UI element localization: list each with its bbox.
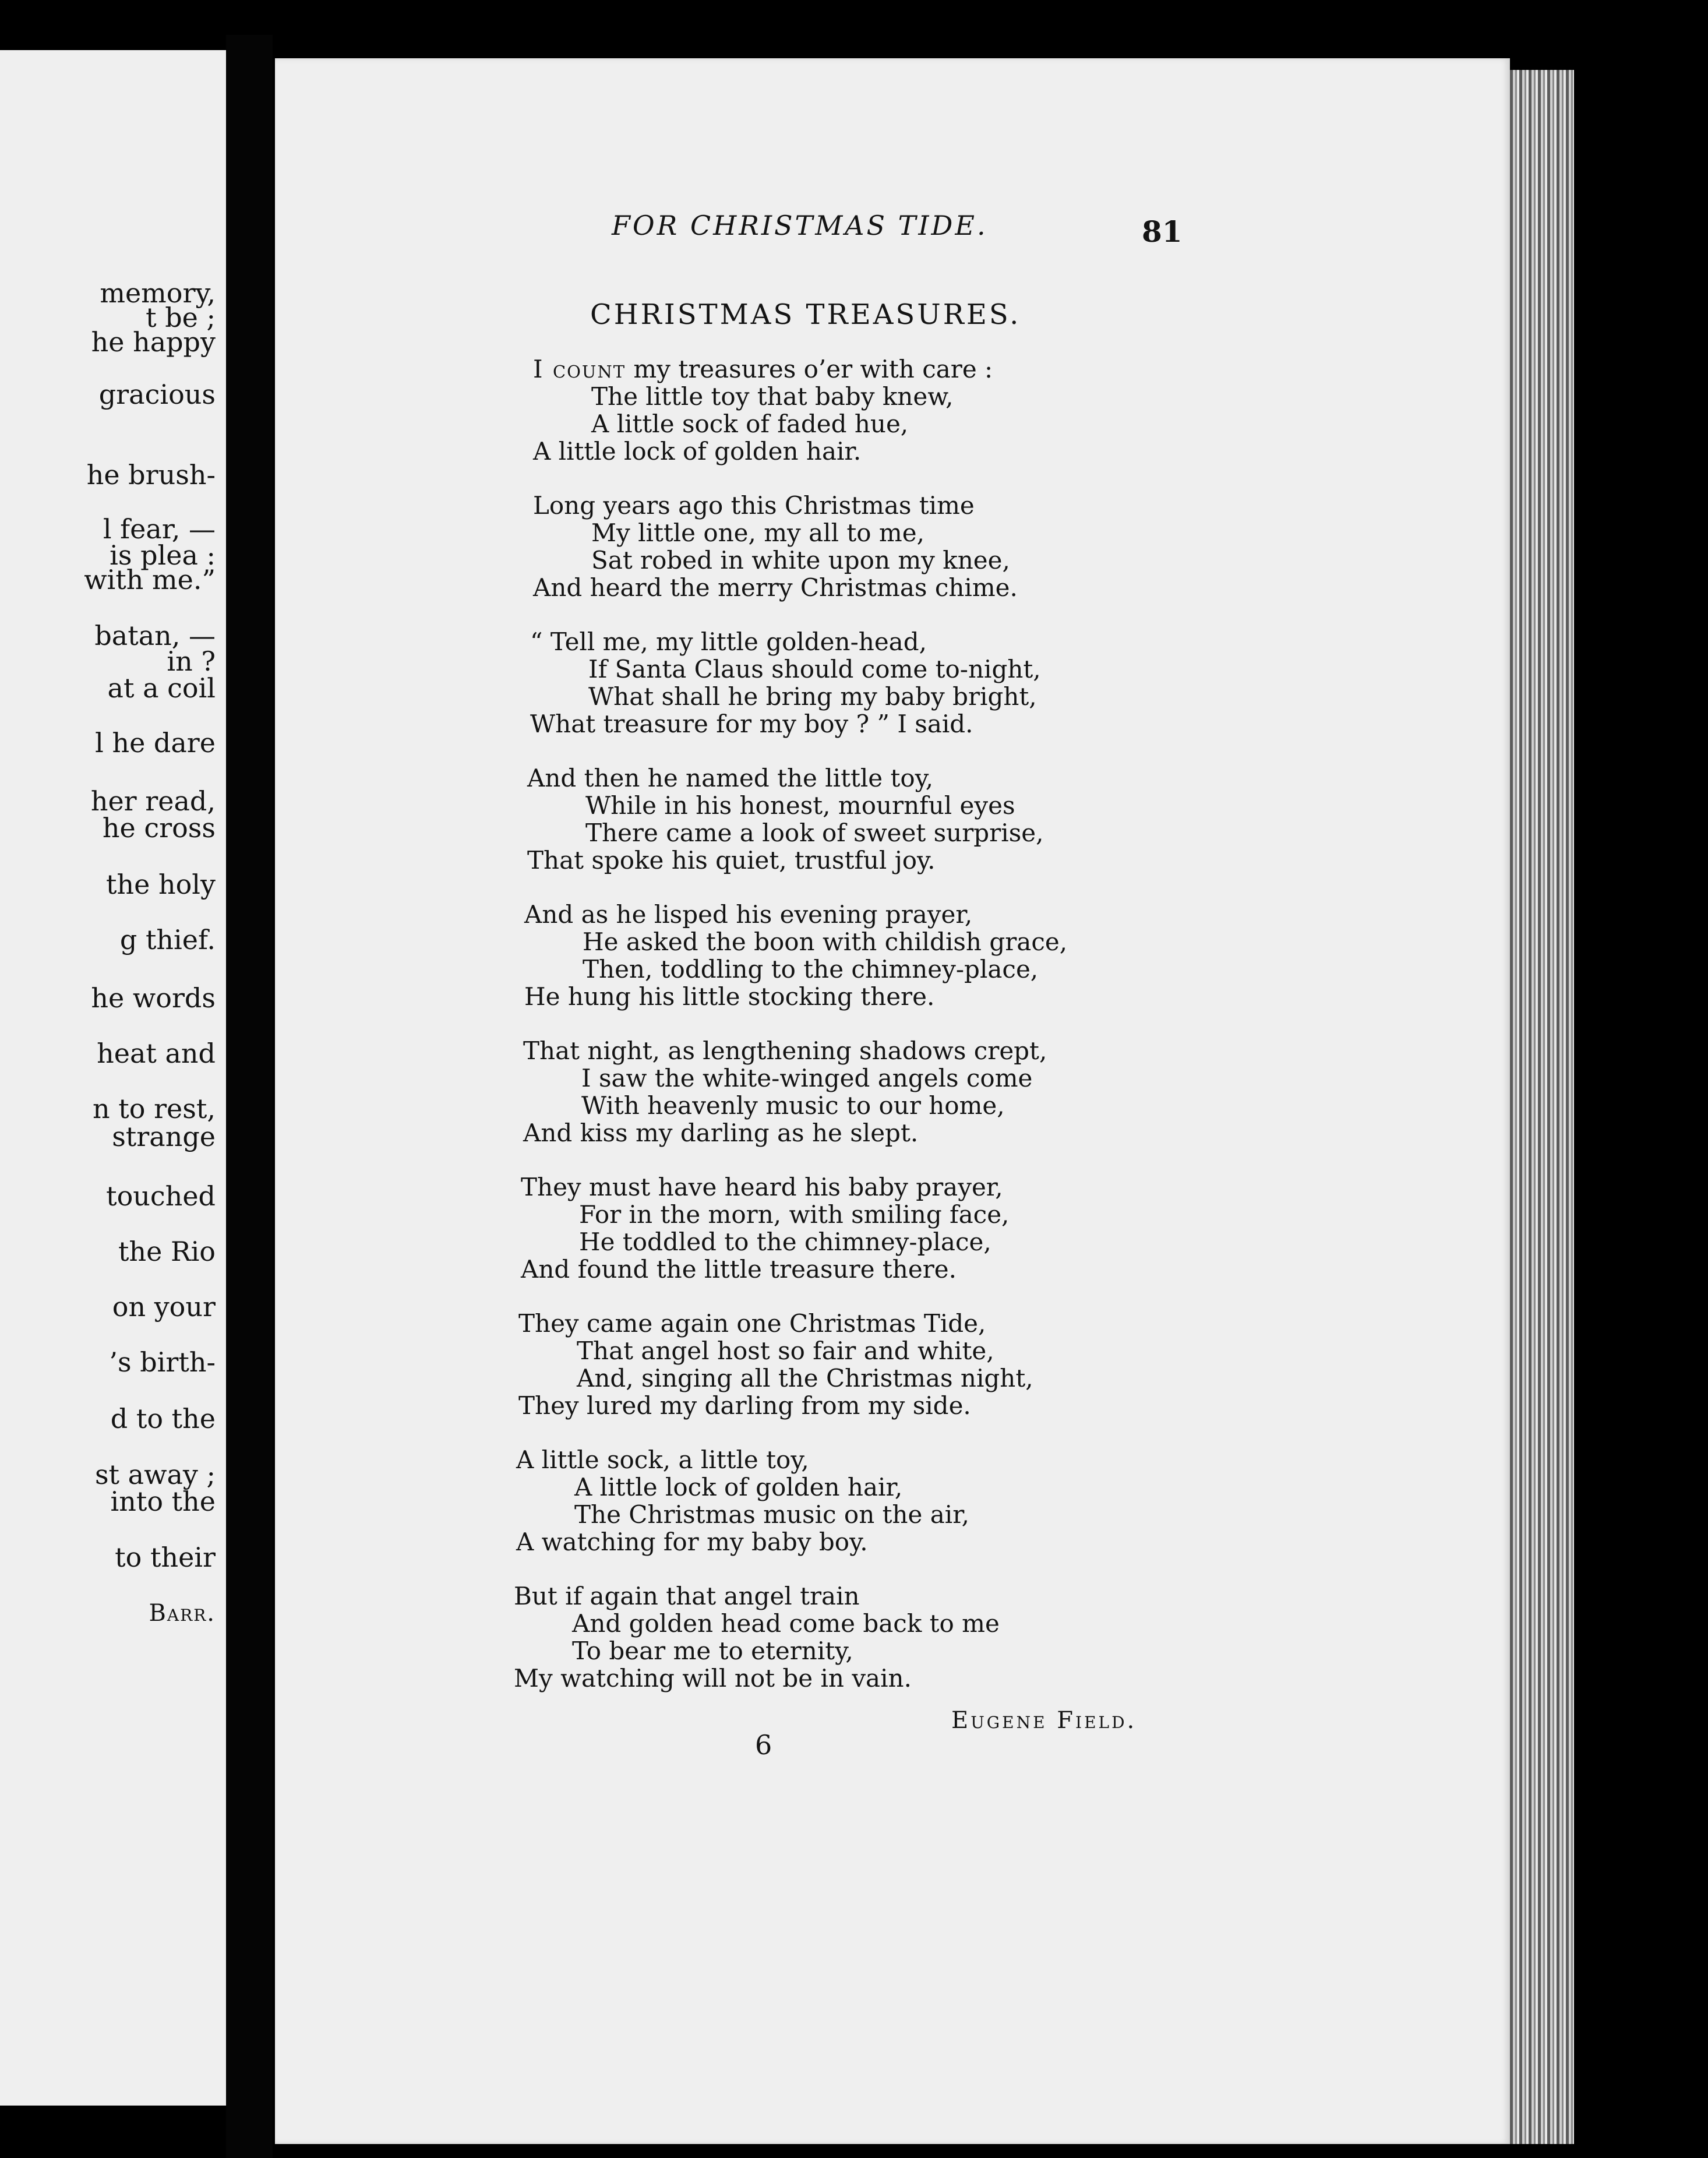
poem-line: “ Tell me, my little golden-head, xyxy=(530,627,927,656)
poem-line: A little lock of golden hair. xyxy=(533,437,862,466)
poem-line: There came a look of sweet surprise, xyxy=(585,819,1044,847)
poem-line: Then, toddling to the chimney-place, xyxy=(583,955,1039,983)
poem-line: And kiss my darling as he slept. xyxy=(523,1119,919,1147)
left-page-line: st away ; xyxy=(94,1459,216,1490)
poem-line: He asked the boon with childish grace, xyxy=(583,928,1068,956)
stanza xyxy=(521,1173,1212,1283)
poem-body xyxy=(513,355,1212,1719)
poem-line: Sat robed in white upon my knee, xyxy=(591,546,1010,574)
left-page-line: in ? xyxy=(167,646,216,677)
poem-line: But if again that angel train xyxy=(514,1582,860,1610)
left-page-line: he words xyxy=(91,982,216,1014)
left-page-line: he cross xyxy=(102,812,216,844)
book-gutter xyxy=(226,35,273,2158)
poem-line: A little sock, a little toy, xyxy=(516,1445,809,1474)
stanza xyxy=(523,1037,1212,1147)
poem-line: They must have heard his baby prayer, xyxy=(521,1173,1003,1201)
left-page-line: to their xyxy=(115,1542,216,1573)
left-page-line: n to rest, xyxy=(93,1093,216,1124)
poem-line: He hung his little stocking there. xyxy=(524,982,935,1011)
poem-line: While in his honest, mournful eyes xyxy=(585,791,1015,820)
signature-mark: 6 xyxy=(755,1729,772,1761)
left-page-line: t be ; xyxy=(146,302,216,333)
stanza xyxy=(518,1310,1212,1419)
poem-line: They came again one Christmas Tide, xyxy=(518,1309,986,1338)
left-page-line: with me.” xyxy=(84,564,216,595)
left-page-line: her read, xyxy=(90,785,216,817)
poem-line: And as he lisped his evening prayer, xyxy=(524,900,973,929)
poem-line: That spoke his quiet, trustful joy. xyxy=(527,846,936,875)
poem-line: The little toy that baby knew, xyxy=(591,382,954,411)
poem-line: Long years ago this Christmas time xyxy=(533,491,975,520)
poem-line: The Christmas music on the air, xyxy=(574,1500,970,1529)
poem-line: My little one, my all to me, xyxy=(591,519,924,547)
left-page-line: he brush- xyxy=(86,459,216,491)
left-page-line: is plea : xyxy=(110,540,216,571)
poem-author: Eugene Field. xyxy=(951,1707,1137,1734)
stanza xyxy=(533,355,1212,465)
left-page-line: l fear, — xyxy=(103,513,216,545)
poem-line: What shall he bring my baby bright, xyxy=(588,682,1037,711)
left-page-line: d to the xyxy=(110,1403,216,1434)
poem-line: A watching for my baby boy. xyxy=(516,1528,868,1556)
poem-line: And, singing all the Christmas night, xyxy=(577,1364,1033,1392)
poem-line: I count my treasures o’er with care : xyxy=(533,355,993,383)
page-number: 81 xyxy=(1142,214,1183,249)
left-page-line: ’s birth- xyxy=(109,1346,216,1378)
poem-line: He toddled to the chimney-place, xyxy=(579,1228,991,1256)
left-page-line: batan, — xyxy=(94,620,216,651)
left-page-line: memory, xyxy=(100,277,216,309)
poem-line: And golden head come back to me xyxy=(572,1609,1000,1638)
poem-line: If Santa Claus should come to-night, xyxy=(588,655,1041,683)
poem-line: And heard the merry Christmas chime. xyxy=(533,573,1018,602)
left-page xyxy=(0,50,226,2106)
poem-line: I saw the white-winged angels come xyxy=(581,1064,1033,1092)
stanza xyxy=(516,1446,1212,1556)
running-head: FOR CHRISTMAS TIDE. xyxy=(612,210,988,241)
poem-title: CHRISTMAS TREASURES. xyxy=(590,298,1021,331)
poem-line: That night, as lengthening shadows crept, xyxy=(523,1036,1047,1065)
poem-line: And then he named the little toy, xyxy=(527,764,934,792)
left-page-line: into the xyxy=(110,1486,216,1517)
stanza xyxy=(514,1582,1212,1692)
left-page-line: l he dare xyxy=(95,727,216,759)
left-page-line: he happy xyxy=(91,326,216,358)
poem-line: A little lock of golden hair, xyxy=(574,1473,903,1501)
stanza xyxy=(527,764,1212,874)
left-page-line: strange xyxy=(112,1121,216,1152)
small-caps-opening: I count xyxy=(533,355,626,383)
left-page-line: the Rio xyxy=(118,1236,216,1267)
left-page-line: the holy xyxy=(106,869,216,900)
poem-line: A little sock of faded hue, xyxy=(591,410,909,438)
poem-line: They lured my darling from my side. xyxy=(518,1391,971,1420)
poem-line: And found the little treasure there. xyxy=(521,1255,957,1283)
poem-line: What treasure for my boy ? ” I said. xyxy=(530,710,973,738)
left-page-author: Barr. xyxy=(149,1600,216,1627)
stanza xyxy=(530,628,1212,738)
left-page-line: gracious xyxy=(98,379,216,410)
page-edges xyxy=(1510,70,1574,2144)
poem-line: My watching will not be in vain. xyxy=(514,1664,912,1692)
poem-line: For in the morn, with smiling face, xyxy=(579,1200,1010,1229)
poem-line: With heavenly music to our home, xyxy=(581,1091,1005,1120)
left-page-line: on your xyxy=(112,1291,216,1323)
left-page-line: heat and xyxy=(97,1038,216,1069)
left-page-line: g thief. xyxy=(119,924,216,955)
stanza xyxy=(533,492,1212,601)
left-page-line: at a coil xyxy=(107,672,216,704)
poem-line: That angel host so fair and white, xyxy=(577,1337,994,1365)
poem-line: To bear me to eternity, xyxy=(572,1637,853,1665)
left-page-line: touched xyxy=(106,1180,216,1212)
stanza xyxy=(524,901,1212,1010)
